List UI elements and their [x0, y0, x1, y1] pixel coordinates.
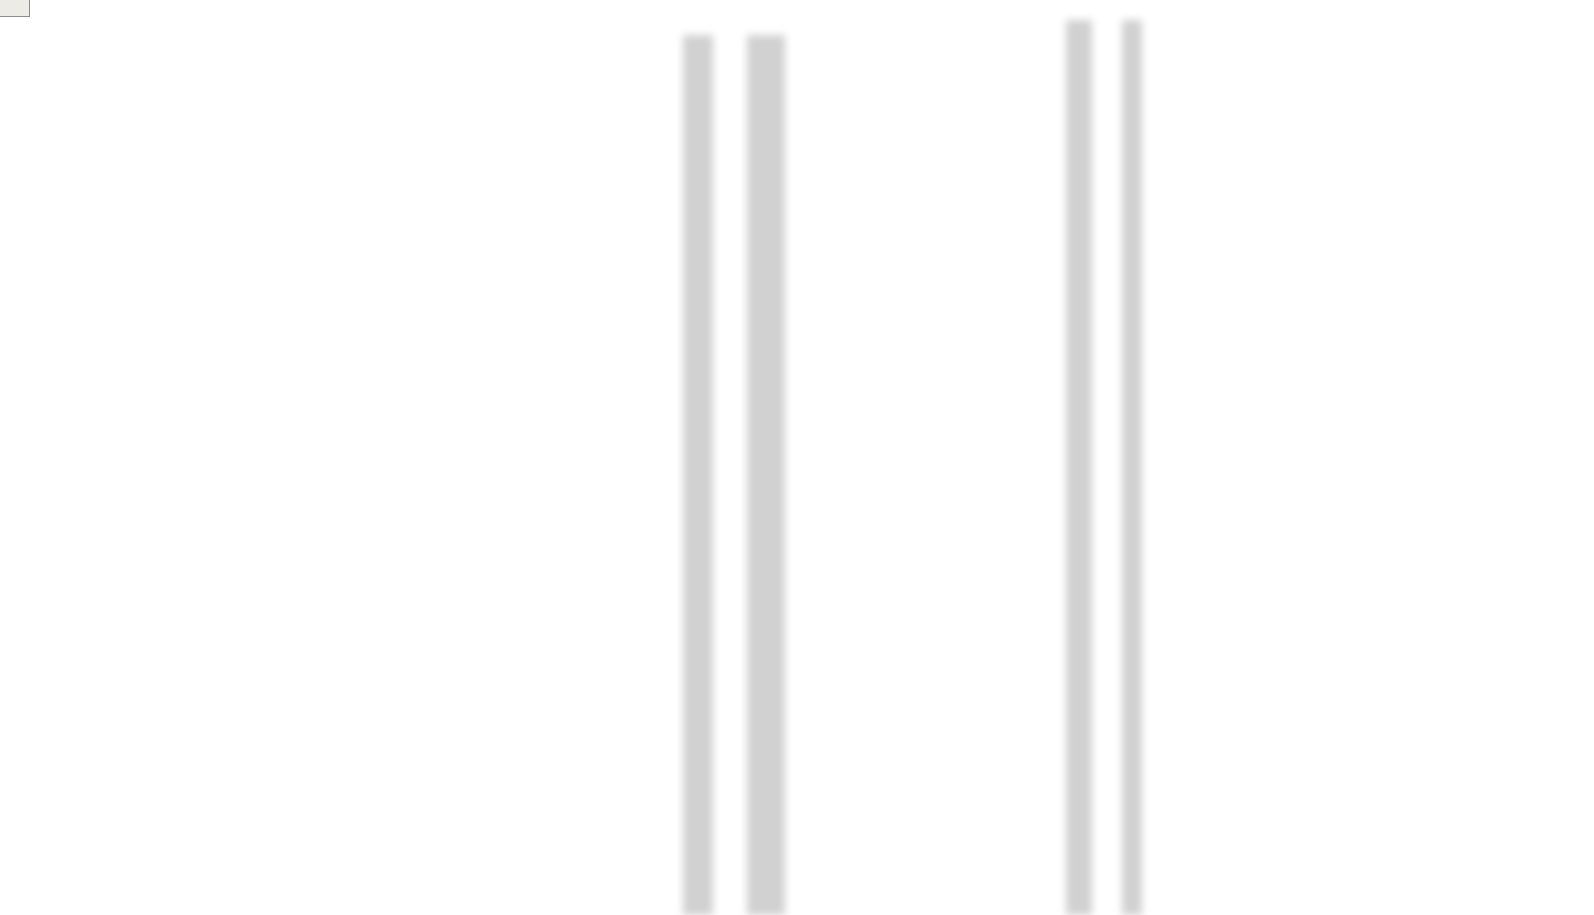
redaction-blur-k: [683, 35, 713, 915]
redaction-blur-r: [1122, 20, 1142, 915]
redaction-blur-q: [1066, 20, 1092, 915]
redaction-blur-l: [747, 35, 785, 915]
select-all-corner[interactable]: [0, 0, 30, 17]
